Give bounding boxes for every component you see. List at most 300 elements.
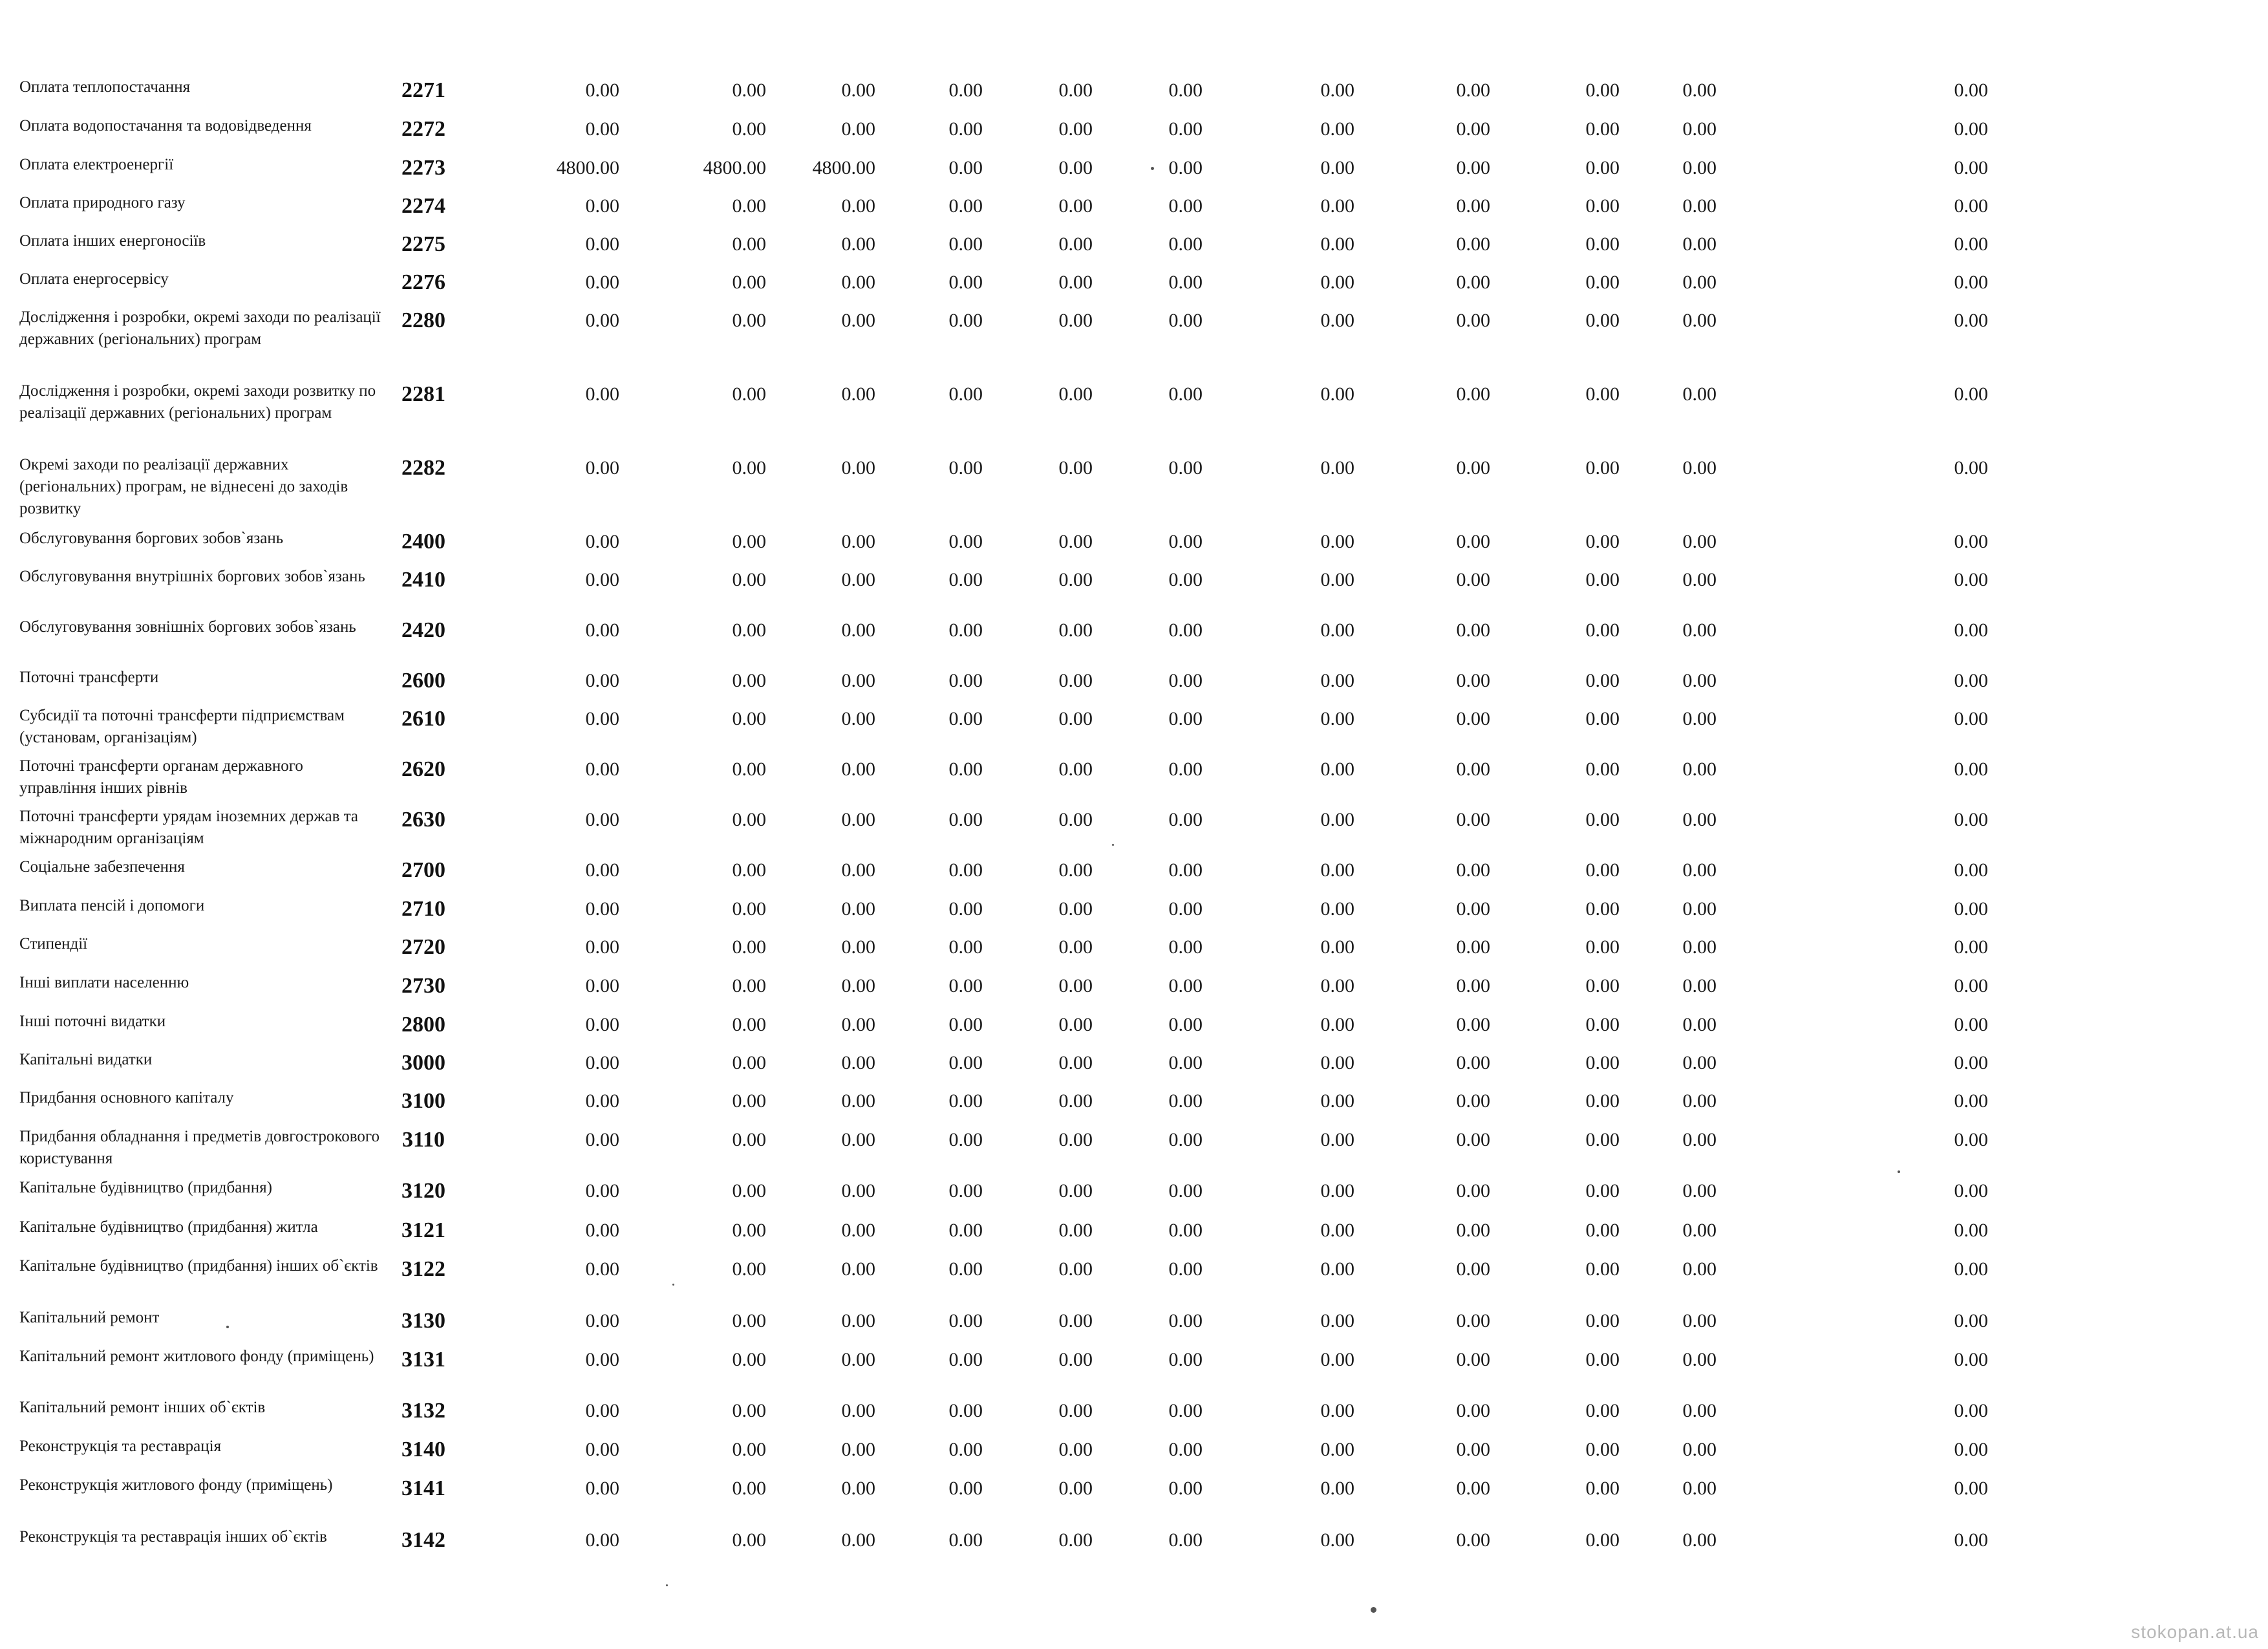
value-cell: 0.00 [1682,1052,1717,1073]
value-cell: 0.00 [1954,195,1988,217]
value-cell: 0.00 [948,383,983,405]
value-cell: 0.00 [841,1052,875,1073]
row-label: Капітальний ремонт [19,1309,160,1326]
value-cell: 0.00 [1058,859,1093,881]
value-cell: 0.00 [1058,383,1093,405]
value-cell: 0.00 [1320,1400,1354,1421]
value-cell: 0.00 [1456,233,1490,255]
value-cell: 0.00 [1168,759,1203,780]
value-cell: 0.00 [1682,1258,1717,1280]
row-label: Оплата електроенергії [19,156,174,173]
value-cell: 0.00 [841,1349,875,1370]
value-cell: 0.00 [948,809,983,830]
value-cell: 0.00 [1058,1400,1093,1421]
value-cell: 0.00 [1168,1258,1203,1280]
value-cell: 0.00 [948,975,983,997]
value-cell: 4800.00 [556,157,619,178]
value-cell: 0.00 [1954,975,1988,997]
value-cell: 0.00 [1058,1052,1093,1073]
value-cell: 0.00 [1585,1310,1620,1331]
value-cell: 4800.00 [812,157,875,178]
value-cell: 0.00 [1058,1180,1093,1202]
value-cell: 0.00 [1456,569,1490,590]
value-cell: 0.00 [585,1090,619,1112]
row-label: Реконструкція житлового фонду (приміщень) [19,1476,333,1494]
value-cell: 0.00 [1168,118,1203,140]
value-cell: 0.00 [1320,620,1354,641]
row-label: Капітальне будівництво (придбання) житла [19,1218,318,1236]
value-cell: 0.00 [732,1310,766,1331]
value-cell: 0.00 [1320,1052,1354,1073]
value-cell: 0.00 [948,195,983,217]
value-cell: 0.00 [1585,708,1620,729]
value-cell: 0.00 [1456,1180,1490,1202]
value-cell: 0.00 [1682,708,1717,729]
value-cell: 0.00 [1954,620,1988,641]
value-cell: 0.00 [585,898,619,920]
value-cell: 0.00 [1954,898,1988,920]
value-cell: 0.00 [841,531,875,552]
value-cell: 0.00 [1058,1129,1093,1150]
value-cell: 0.00 [841,1129,875,1150]
value-cell: 0.00 [1456,531,1490,552]
row-label: Інші поточні видатки [19,1013,166,1030]
value-cell: 0.00 [732,1439,766,1460]
value-cell: 0.00 [841,809,875,830]
value-cell: 0.00 [585,1052,619,1073]
value-cell: 0.00 [1682,1014,1717,1035]
value-cell: 0.00 [1585,975,1620,997]
value-cell: 0.00 [1168,1439,1203,1460]
row-code: 2273 [401,156,445,180]
value-cell: 0.00 [948,898,983,920]
value-cell: 0.00 [948,80,983,101]
value-cell: 0.00 [1456,670,1490,691]
value-cell: 0.00 [948,310,983,331]
value-cell: 0.00 [1058,708,1093,729]
row-label: Капітальний ремонт житлового фонду (приміщень) [19,1348,374,1365]
value-cell: 0.00 [732,118,766,140]
value-cell: 0.00 [732,195,766,217]
row-label: Придбання обладнання і предметів довгострокового користування [19,1128,380,1167]
value-cell: 0.00 [1168,1220,1203,1241]
value-cell: 0.00 [1585,233,1620,255]
value-cell: 0.00 [1954,759,1988,780]
value-cell: 0.00 [948,759,983,780]
value-cell: 0.00 [585,383,619,405]
value-cell: 0.00 [1456,1439,1490,1460]
value-cell: 0.00 [1320,531,1354,552]
value-cell: 0.00 [1585,620,1620,641]
value-cell: 0.00 [1954,569,1988,590]
value-cell: 0.00 [1058,569,1093,590]
value-cell: 0.00 [1682,1129,1717,1150]
value-cell: 0.00 [1456,80,1490,101]
value-cell: 0.00 [732,859,766,881]
value-cell: 0.00 [1585,809,1620,830]
value-cell: 0.00 [1058,272,1093,293]
value-cell: 0.00 [948,1052,983,1073]
value-cell: 0.00 [841,1529,875,1551]
row-code: 2700 [401,858,445,882]
value-cell: 0.00 [1585,1349,1620,1370]
row-label: Субсидії та поточні трансферти підприємствам (установам, організаціям) [19,707,345,746]
value-cell: 0.00 [1058,1220,1093,1241]
value-cell: 0.00 [585,708,619,729]
value-cell: 0.00 [948,1014,983,1035]
value-cell: 0.00 [948,1349,983,1370]
value-cell: 0.00 [585,195,619,217]
value-cell: 0.00 [1168,383,1203,405]
value-cell: 0.00 [841,1180,875,1202]
row-label: Придбання основного капіталу [19,1089,234,1106]
value-cell: 0.00 [1585,1529,1620,1551]
value-cell: 0.00 [1954,809,1988,830]
value-cell: 0.00 [732,1052,766,1073]
value-cell: 0.00 [585,118,619,140]
value-cell: 0.00 [732,1258,766,1280]
value-cell: 0.00 [585,1439,619,1460]
value-cell: 0.00 [1682,569,1717,590]
value-cell: 0.00 [1058,1439,1093,1460]
row-label: Інші виплати населенню [19,974,189,991]
value-cell: 0.00 [1320,1529,1354,1551]
value-cell: 0.00 [732,670,766,691]
value-cell: 0.00 [1058,809,1093,830]
value-cell: 0.00 [1954,457,1988,479]
row-code: 2272 [401,117,445,141]
value-cell: 0.00 [1954,1400,1988,1421]
value-cell: 0.00 [1320,1349,1354,1370]
value-cell: 0.00 [1456,310,1490,331]
value-cell: 0.00 [732,1180,766,1202]
value-cell: 0.00 [585,1400,619,1421]
value-cell: 0.00 [1954,80,1988,101]
row-label: Обслуговування внутрішніх боргових зобов`язань [19,568,365,585]
value-cell: 0.00 [732,1090,766,1112]
value-cell: 0.00 [1320,195,1354,217]
value-cell: 0.00 [732,1529,766,1551]
value-cell: 0.00 [1058,759,1093,780]
value-cell: 0.00 [1168,1180,1203,1202]
value-cell: 0.00 [1320,975,1354,997]
value-cell: 0.00 [1682,383,1717,405]
value-cell: 0.00 [1682,195,1717,217]
value-cell: 0.00 [1456,859,1490,881]
value-cell: 0.00 [1585,898,1620,920]
value-cell: 0.00 [732,620,766,641]
value-cell: 0.00 [1682,310,1717,331]
value-cell: 0.00 [1954,1014,1988,1035]
row-label: Капітальні видатки [19,1051,153,1068]
value-cell: 0.00 [1168,670,1203,691]
value-cell: 0.00 [1456,383,1490,405]
row-label: Виплата пенсій і допомоги [19,897,205,914]
value-cell: 0.00 [1456,1220,1490,1241]
row-code: 2400 [401,530,445,554]
row-label: Поточні трансферти урядам іноземних держав та міжнародним організаціям [19,808,359,847]
value-cell: 4800.00 [703,157,766,178]
value-cell: 0.00 [585,457,619,479]
value-cell: 0.00 [841,898,875,920]
value-cell: 0.00 [1682,272,1717,293]
value-cell: 0.00 [1585,1220,1620,1241]
value-cell: 0.00 [1954,1478,1988,1499]
value-cell: 0.00 [1682,975,1717,997]
value-cell: 0.00 [1682,809,1717,830]
value-cell: 0.00 [948,118,983,140]
value-cell: 0.00 [948,1220,983,1241]
value-cell: 0.00 [948,272,983,293]
value-cell: 0.00 [732,1129,766,1150]
value-cell: 0.00 [1954,670,1988,691]
row-label: Дослідження і розробки, окремі заходи розвитку по реалізації державних (регіональних) програм [19,382,376,422]
value-cell: 0.00 [585,1220,619,1241]
scan-speck [672,1284,674,1286]
value-cell: 0.00 [1585,1090,1620,1112]
row-code: 2282 [401,456,445,480]
value-cell: 0.00 [1682,1439,1717,1460]
value-cell: 0.00 [1168,195,1203,217]
value-cell: 0.00 [1456,1090,1490,1112]
value-cell: 0.00 [1168,936,1203,958]
value-cell: 0.00 [1058,310,1093,331]
value-cell: 0.00 [1954,936,1988,958]
value-cell: 0.00 [585,1180,619,1202]
value-cell: 0.00 [1168,531,1203,552]
row-code: 2730 [401,974,445,998]
value-cell: 0.00 [732,569,766,590]
value-cell: 0.00 [732,80,766,101]
row-label: Оплата природного газу [19,194,186,211]
value-cell: 0.00 [841,1310,875,1331]
value-cell: 0.00 [1682,1529,1717,1551]
value-cell: 0.00 [1456,898,1490,920]
value-cell: 0.00 [1320,898,1354,920]
value-cell: 0.00 [1058,457,1093,479]
value-cell: 0.00 [1168,859,1203,881]
value-cell: 0.00 [1058,195,1093,217]
value-cell: 0.00 [948,708,983,729]
value-cell: 0.00 [1320,1220,1354,1241]
value-cell: 0.00 [948,157,983,178]
row-label: Соціальне забезпечення [19,858,185,876]
value-cell: 0.00 [841,383,875,405]
value-cell: 0.00 [1954,1090,1988,1112]
value-cell: 0.00 [1456,195,1490,217]
value-cell: 0.00 [1585,1052,1620,1073]
value-cell: 0.00 [1058,1478,1093,1499]
value-cell: 0.00 [1320,272,1354,293]
value-cell: 0.00 [1456,1310,1490,1331]
row-code: 2276 [401,270,445,294]
row-code: 2280 [401,308,445,332]
value-cell: 0.00 [1456,809,1490,830]
value-cell: 0.00 [1954,1052,1988,1073]
value-cell: 0.00 [841,310,875,331]
value-cell: 0.00 [1320,809,1354,830]
row-label: Дослідження і розробки, окремі заходи по реалізації державних (регіональних) програм [19,308,381,348]
value-cell: 0.00 [585,1529,619,1551]
value-cell: 0.00 [1168,1349,1203,1370]
value-cell: 0.00 [1320,936,1354,958]
value-cell: 0.00 [1682,80,1717,101]
row-code: 2600 [401,669,445,693]
value-cell: 0.00 [1168,620,1203,641]
value-cell: 0.00 [1954,1129,1988,1150]
row-code: 2275 [401,232,445,256]
value-cell: 0.00 [1320,233,1354,255]
value-cell: 0.00 [732,383,766,405]
value-cell: 0.00 [1954,1180,1988,1202]
value-cell: 0.00 [1954,1439,1988,1460]
value-cell: 0.00 [948,1439,983,1460]
row-code: 2420 [401,618,445,642]
value-cell: 0.00 [1058,1258,1093,1280]
value-cell: 0.00 [1320,1180,1354,1202]
row-code: 3110 [401,1128,445,1152]
value-cell: 0.00 [1320,1090,1354,1112]
value-cell: 0.00 [1320,670,1354,691]
value-cell: 0.00 [1168,1014,1203,1035]
value-cell: 0.00 [1585,936,1620,958]
value-cell: 0.00 [948,859,983,881]
value-cell: 0.00 [841,457,875,479]
value-cell: 0.00 [1168,1090,1203,1112]
value-cell: 0.00 [948,1400,983,1421]
value-cell: 0.00 [841,569,875,590]
value-cell: 0.00 [732,1220,766,1241]
value-cell: 0.00 [1168,310,1203,331]
value-cell: 0.00 [1168,1310,1203,1331]
row-code: 2720 [401,935,445,959]
value-cell: 0.00 [585,1478,619,1499]
value-cell: 0.00 [841,233,875,255]
row-label: Стипендії [19,935,88,953]
value-cell: 0.00 [841,859,875,881]
value-cell: 0.00 [1456,272,1490,293]
value-cell: 0.00 [1585,457,1620,479]
value-cell: 0.00 [1585,1478,1620,1499]
value-cell: 0.00 [1168,157,1203,178]
value-cell: 0.00 [1585,80,1620,101]
value-cell: 0.00 [1320,1439,1354,1460]
row-code: 3140 [401,1438,445,1461]
value-cell: 0.00 [1058,670,1093,691]
value-cell: 0.00 [1456,975,1490,997]
row-label: Капітальний ремонт інших об`єктів [19,1399,266,1416]
value-cell: 0.00 [1585,670,1620,691]
value-cell: 0.00 [1456,1258,1490,1280]
value-cell: 0.00 [1954,1310,1988,1331]
value-cell: 0.00 [732,936,766,958]
value-cell: 0.00 [585,1258,619,1280]
value-cell: 0.00 [585,670,619,691]
row-code: 2271 [401,78,445,102]
value-cell: 0.00 [1058,898,1093,920]
value-cell: 0.00 [841,1220,875,1241]
value-cell: 0.00 [1954,1349,1988,1370]
value-cell: 0.00 [1320,80,1354,101]
value-cell: 0.00 [948,1529,983,1551]
value-cell: 0.00 [841,118,875,140]
row-code: 3132 [401,1399,445,1423]
value-cell: 0.00 [732,1014,766,1035]
value-cell: 0.00 [1456,1052,1490,1073]
value-cell: 0.00 [948,457,983,479]
value-cell: 0.00 [1954,1220,1988,1241]
value-cell: 0.00 [841,80,875,101]
value-cell: 0.00 [948,620,983,641]
value-cell: 0.00 [1058,936,1093,958]
value-cell: 0.00 [1954,531,1988,552]
value-cell: 0.00 [1168,233,1203,255]
value-cell: 0.00 [1954,310,1988,331]
value-cell: 0.00 [948,936,983,958]
row-code: 3142 [401,1528,445,1552]
value-cell: 0.00 [841,1400,875,1421]
value-cell: 0.00 [1682,1180,1717,1202]
value-cell: 0.00 [841,1258,875,1280]
value-cell: 0.00 [585,1310,619,1331]
value-cell: 0.00 [1058,975,1093,997]
row-label: Оплата інших енергоносіїв [19,232,206,250]
value-cell: 0.00 [585,1129,619,1150]
value-cell: 0.00 [1682,620,1717,641]
value-cell: 0.00 [585,759,619,780]
row-code: 3130 [401,1309,445,1333]
value-cell: 0.00 [1168,1129,1203,1150]
value-cell: 0.00 [1320,569,1354,590]
value-cell: 0.00 [1682,670,1717,691]
row-code: 3122 [401,1257,445,1281]
value-cell: 0.00 [1682,859,1717,881]
value-cell: 0.00 [1456,1129,1490,1150]
value-cell: 0.00 [948,1258,983,1280]
value-cell: 0.00 [1320,708,1354,729]
value-cell: 0.00 [1954,859,1988,881]
value-cell: 0.00 [1682,1349,1717,1370]
value-cell: 0.00 [1682,1090,1717,1112]
value-cell: 0.00 [841,272,875,293]
value-cell: 0.00 [948,1180,983,1202]
value-cell: 0.00 [585,809,619,830]
row-code: 2630 [401,808,445,832]
scan-speck [1151,167,1154,170]
value-cell: 0.00 [732,457,766,479]
value-cell: 0.00 [948,531,983,552]
value-cell: 0.00 [585,620,619,641]
value-cell: 0.00 [1320,1014,1354,1035]
value-cell: 0.00 [732,708,766,729]
value-cell: 0.00 [1168,1400,1203,1421]
row-label: Реконструкція та реставрація інших об`єктів [19,1528,327,1546]
value-cell: 0.00 [1456,936,1490,958]
value-cell: 0.00 [1585,1180,1620,1202]
row-label: Поточні трансферти органам державного управління інших рівнів [19,757,303,797]
value-cell: 0.00 [1954,383,1988,405]
value-cell: 0.00 [1682,898,1717,920]
value-cell: 0.00 [1682,157,1717,178]
value-cell: 0.00 [841,975,875,997]
row-code: 3100 [401,1089,445,1113]
value-cell: 0.00 [585,975,619,997]
row-code: 2610 [401,707,445,731]
value-cell: 0.00 [948,569,983,590]
value-cell: 0.00 [948,233,983,255]
value-cell: 0.00 [732,1478,766,1499]
value-cell: 0.00 [732,1349,766,1370]
